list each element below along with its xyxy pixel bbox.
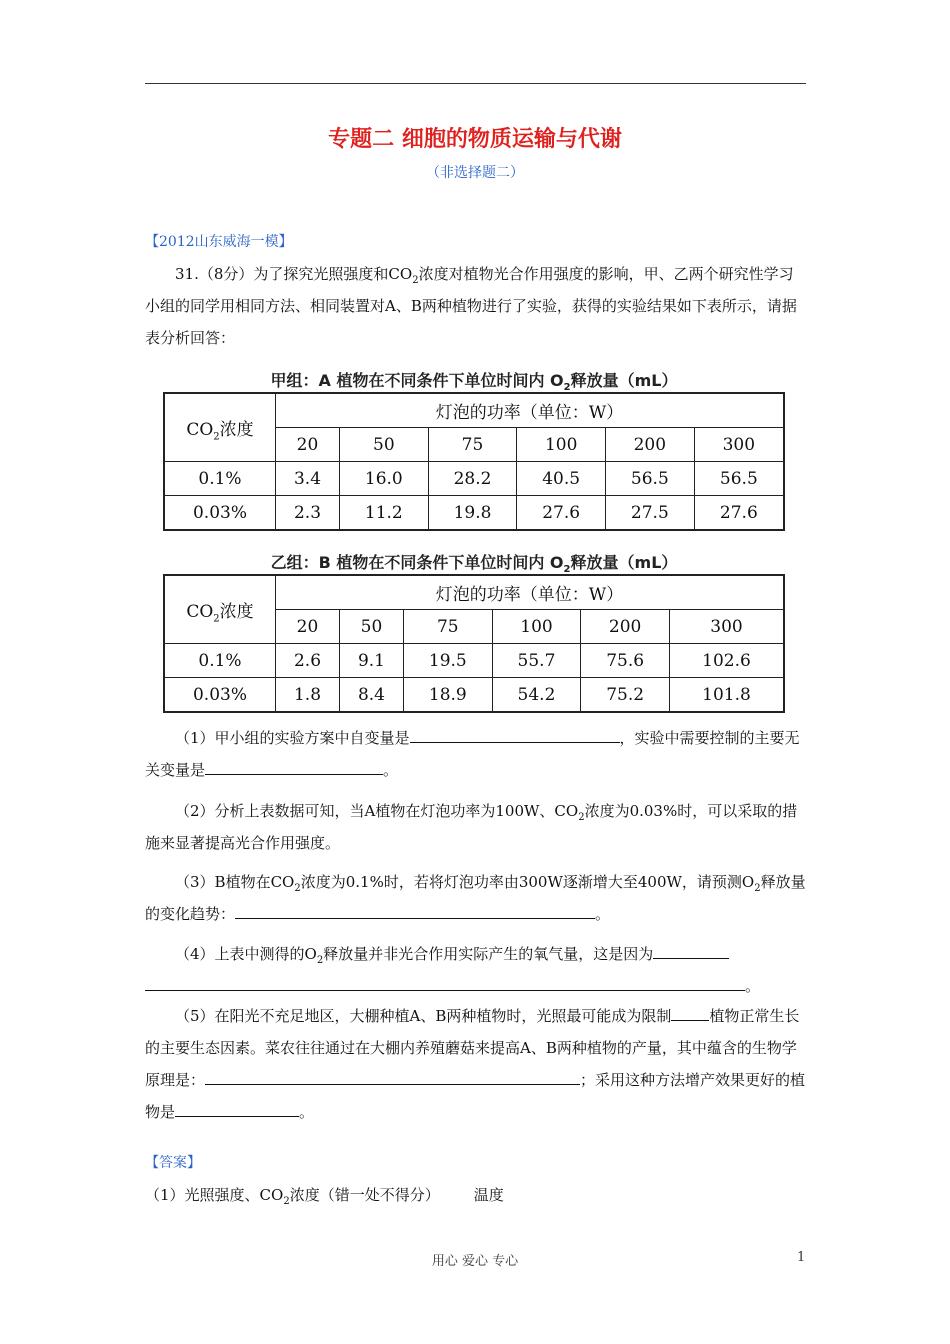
data-cell: 9.1 xyxy=(339,644,403,678)
data-cell: 18.9 xyxy=(403,678,492,713)
row-label: 0.1% xyxy=(164,462,276,496)
data-cell: 28.2 xyxy=(428,462,517,496)
table-row xyxy=(164,644,784,678)
answer-blank[interactable] xyxy=(205,756,383,775)
data-cell: 75.6 xyxy=(581,644,670,678)
row-header-cell: $CO_2$浓度 xyxy=(164,393,276,462)
table-b xyxy=(163,574,785,713)
power-cell: 75 xyxy=(428,428,517,462)
data-cell: 27.6 xyxy=(517,496,606,531)
row-header-cell: $CO_2$浓度 xyxy=(164,575,276,644)
sub-question-1: （1）甲小组的实验方案中自变量是 ，实验中需要控制的主要无关变量是 。 xyxy=(145,722,807,786)
data-cell: 8.4 xyxy=(339,678,403,713)
table-row xyxy=(164,462,784,496)
table-b-caption: 乙组：B 植物在不同条件下单位时间内 $O_2$释放量（mL） xyxy=(270,553,678,576)
col-group-label: 灯泡的功率（单位：W） xyxy=(276,575,785,610)
answer-tag: 【答案】 xyxy=(145,1155,201,1171)
data-cell: 27.6 xyxy=(694,496,784,531)
data-cell: 3.4 xyxy=(276,462,340,496)
row-label: 0.1% xyxy=(164,644,276,678)
power-cell: 75 xyxy=(403,610,492,644)
data-cell: 1.8 xyxy=(276,678,340,713)
data-cell: 56.5 xyxy=(606,462,695,496)
power-cell: 300 xyxy=(669,610,784,644)
page-subtitle: （非选择题二） xyxy=(426,165,524,181)
header-rule xyxy=(145,83,806,84)
data-cell: 19.5 xyxy=(403,644,492,678)
data-cell: 101.8 xyxy=(669,678,784,713)
table-a-caption: 甲组：A 植物在不同条件下单位时间内 $O_2$释放量（mL） xyxy=(270,371,678,394)
power-cell: 50 xyxy=(339,610,403,644)
source-tag: 【2012山东威海一模】 xyxy=(145,234,293,250)
data-cell: 27.5 xyxy=(606,496,695,531)
data-cell: 16.0 xyxy=(339,462,428,496)
question-stem: 31.（8分）为了探究光照强度和$CO_2$浓度对植物光合作用强度的影响，甲、乙两个研究性学习小组的同学用相同方法、相同装置对A、B两种植物进行了实验，获得的实验结果如下表所示，请据表分析回答： xyxy=(145,265,797,347)
power-cell: 100 xyxy=(517,428,606,462)
answer-1: （1）光照强度、$CO_2$浓度（错一处不得分） 温度 xyxy=(145,1186,504,1207)
answer-blank[interactable] xyxy=(235,900,595,919)
data-cell: 2.3 xyxy=(276,496,340,531)
power-cell: 200 xyxy=(581,610,670,644)
footer-motto: 用心 爱心 专心 xyxy=(431,1254,519,1269)
power-cell: 200 xyxy=(606,428,695,462)
answer-blank[interactable] xyxy=(653,940,729,959)
answer-blank[interactable] xyxy=(671,1002,709,1021)
data-cell: 11.2 xyxy=(339,496,428,531)
power-cell: 50 xyxy=(339,428,428,462)
col-group-label: 灯泡的功率（单位：W） xyxy=(276,393,785,428)
data-cell: 55.7 xyxy=(492,644,581,678)
page-number: 1 xyxy=(797,1250,806,1265)
power-cell: 300 xyxy=(694,428,784,462)
row-label: 0.03% xyxy=(164,678,276,713)
power-cell: 100 xyxy=(492,610,581,644)
data-cell: 56.5 xyxy=(694,462,784,496)
power-cell: 20 xyxy=(276,610,340,644)
data-cell: 54.2 xyxy=(492,678,581,713)
answer-blank[interactable] xyxy=(175,1098,299,1117)
data-cell: 40.5 xyxy=(517,462,606,496)
table-row xyxy=(164,678,784,713)
page-title: 专题二 细胞的物质运输与代谢 xyxy=(328,127,622,152)
answer-blank[interactable] xyxy=(205,1066,580,1085)
power-cell: 20 xyxy=(276,428,340,462)
data-cell: 2.6 xyxy=(276,644,340,678)
data-cell: 102.6 xyxy=(669,644,784,678)
table-a xyxy=(163,392,785,531)
answer-blank[interactable] xyxy=(410,724,620,743)
table-row xyxy=(164,496,784,531)
sub-question-3: （3）B植物在$CO_2$浓度为0.1%时，若将灯泡功率由300W逐渐增大至400W，请预测$O_2$释放量的变化趋势： 。 xyxy=(145,873,806,923)
row-label: 0.03% xyxy=(164,496,276,531)
data-cell: 75.2 xyxy=(581,678,670,713)
data-cell: 19.8 xyxy=(428,496,517,531)
sub-question-2: （2）分析上表数据可知，当A植物在灯泡功率为100W、$CO_2$浓度为0.03%时，可以采取的措施来显著提高光合作用强度。 xyxy=(145,802,798,852)
sub-question-5: （5）在阳光不充足地区，大棚种植A、B两种植物时，光照最可能成为限制 植物正常生长的主要生态因素。菜农往往通过在大棚内养殖蘑菇来提高A、B两种植物的产量，其中蕴含的生物学原理是： ；采用这种方法增产效果更好的植物是 。 xyxy=(145,1000,807,1128)
sub-question-4: （4）上表中测得的$O_2$释放量并非光合作用实际产生的氧气量，这是因为 。 xyxy=(145,938,807,1002)
answer-blank[interactable] xyxy=(145,972,745,991)
